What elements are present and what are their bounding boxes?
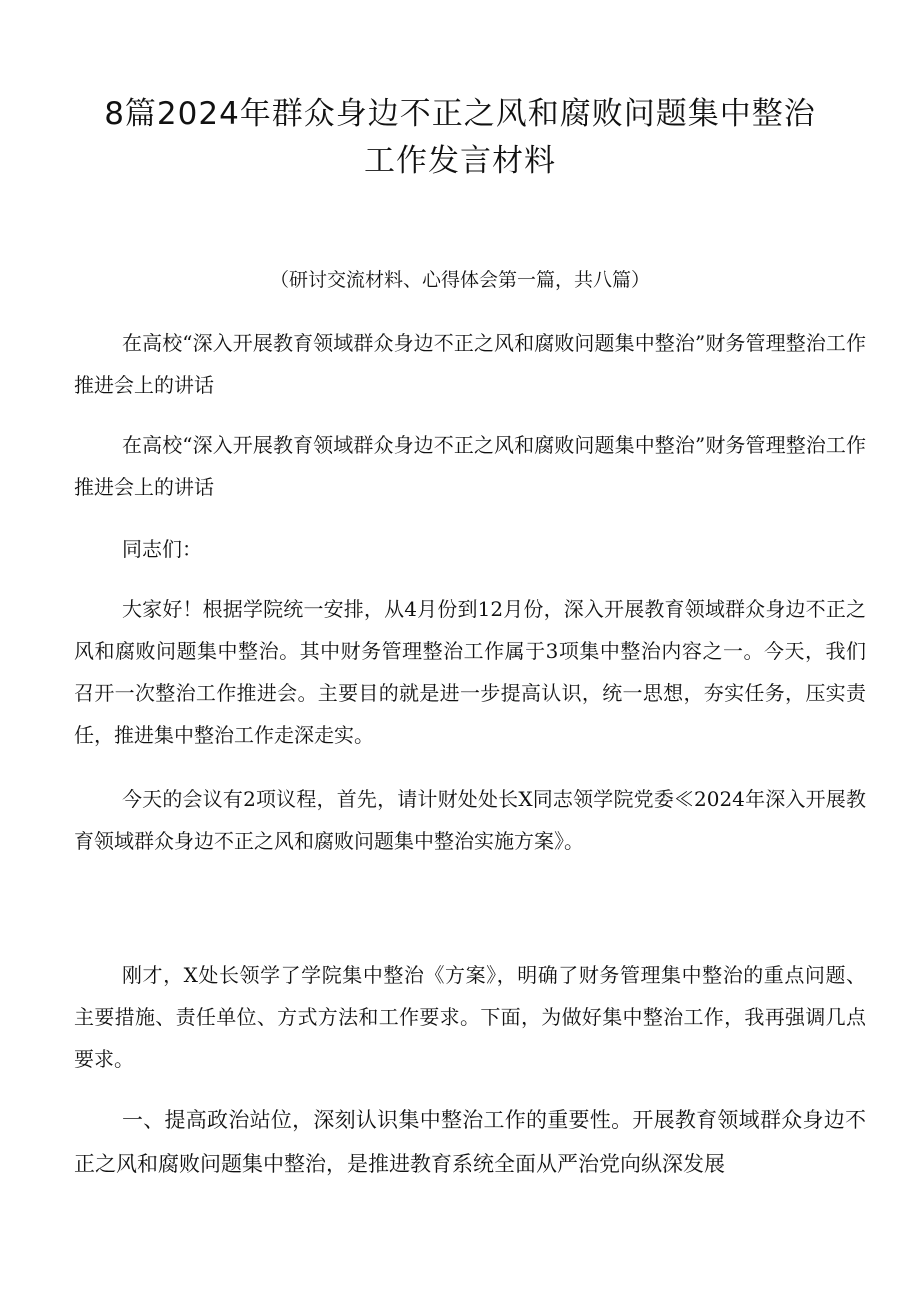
paragraph-agenda: 今天的会议有2项议程，首先，请计财处处长X同志领学院党委≪2024年深入开展教育领域群众身边不正之风和腐败问题集中整治实施方案》。 xyxy=(74,787,866,853)
paragraph-requirements-intro: 刚才，X处长领学了学院集中整治《方案》，明确了财务管理集中整治的重点问题、主要措施、责任单位、方式方法和工作要求。下面，为做好集中整治工作，我再强调几点要求。 xyxy=(74,963,866,1071)
paragraph-salutation: 同志们： xyxy=(122,537,202,561)
paragraph-greeting: 大家好！根据学院统一安排，从4月份到12月份，深入开展教育领域群众身边不正之风和腐败问题集中整治。其中财务管理整治工作属于3项集中整治内容之一。今天，我们召开一次整治工作推进会。主要目的就是进一步提高认识，统一思想，夯实任务，压实责任，推进集中整治工作走深走实。 xyxy=(74,597,866,747)
paragraph-heading-1: 在高校“深入开展教育领域群众身边不正之风和腐败问题集中整治”财务管理整治工作推进会上的讲话 xyxy=(74,331,866,397)
document-title-line-1: 8篇2024年群众身边不正之风和腐败问题集中整治 xyxy=(104,96,816,132)
paragraph-section-one: 一、提高政治站位，深刻认识集中整治工作的重要性。开展教育领域群众身边不正之风和腐败问题集中整治，是推进教育系统全面从严治党向纵深发展 xyxy=(74,1108,866,1176)
document-title-line-2: 工作发言材料 xyxy=(364,143,556,179)
document-subtitle: （研讨交流材料、心得体会第一篇，共八篇） xyxy=(269,269,650,291)
paragraph-heading-2: 在高校“深入开展教育领域群众身边不正之风和腐败问题集中整治”财务管理整治工作推进会上的讲话 xyxy=(74,433,866,499)
